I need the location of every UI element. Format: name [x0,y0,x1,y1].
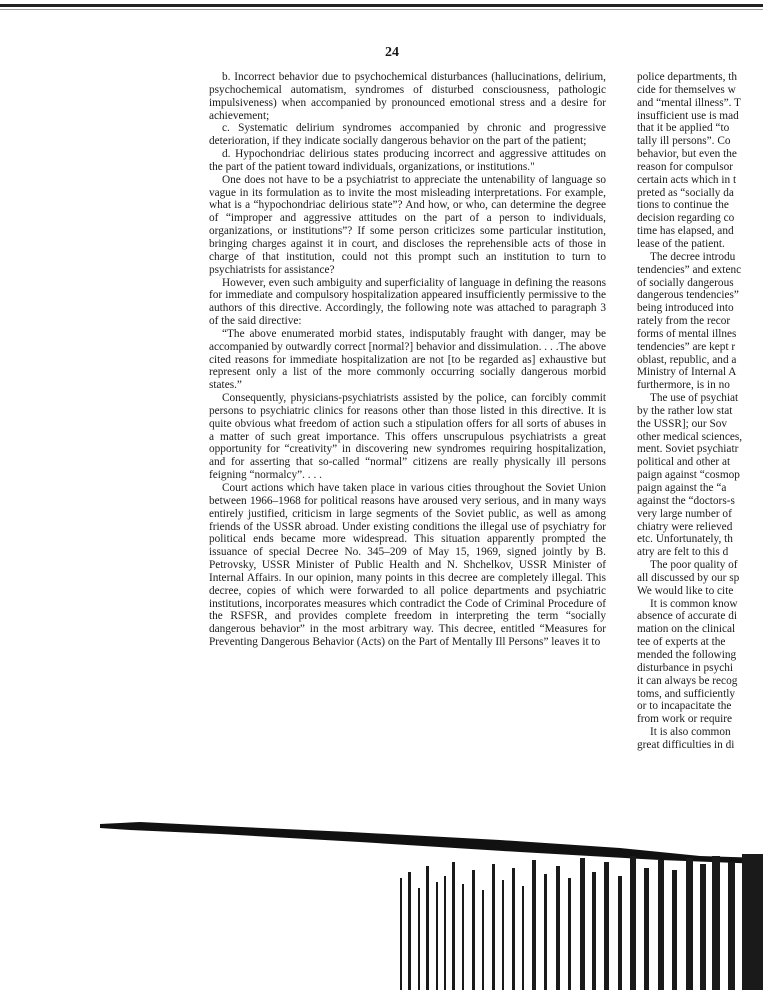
paragraph-d: d. Hypochondriac delirious states producing incorrect and aggressive attitudes on the part of the patient toward individuals, organizations, or institutions." [209,148,606,173]
right-column-line: forms of mental illnes [637,327,737,340]
right-column-line: The decree introdu [650,250,736,263]
right-column-line: oblast, republic, and a [637,353,737,366]
right-column-line: It is also common [650,726,731,739]
paragraph-consequently: Consequently, physicians-psychiatrists assisted by the police, can forcibly commit persons to psychiatric clinics for reasons other than those listed in this directive. It is quite obvious what freedom of action such a stipulation offers for all sorts of abuses in a matter of such great importance. This offers unscrupulous psychiatrists a great opportunity for “creativity” in discovering new syndromes requiring hospitalization, and for asserting that so-called “normal” citizens are really physically ill persons feigning “normalcy”. . . . [209,392,606,482]
right-column-line: very large number of [637,507,732,520]
right-column-line: toms, and sufficiently [637,687,735,700]
right-column-line: from work or require [637,713,733,726]
right-column-line: atry are felt to this d [637,546,729,559]
paragraph-b: b. Incorrect behavior due to psychochemical disturbances (hallucinations, delirium, psychochemical automatism, syndromes of disturbed consciousness, pathologic impulsiveness) when accompanied by pronounced emotional stress and a desire for achievement; [209,71,606,122]
right-column-line: dangerous tendencies” [637,289,739,302]
right-column-line: against the “doctors-s [637,494,735,507]
right-column-line: the USSR]; our Sov [637,417,728,430]
right-text-column-cropped [637,71,763,761]
paragraph-ambiguity: However, even such ambiguity and superficiality of language in defining the reasons for immediate and compulsory hospitalization appeared insufficiently permissive to the authors of this directive. Accordingly, the following note was attached to paragraph 3 of the said directive: [209,276,606,328]
right-column-line: great difficulties in di [637,738,735,751]
right-column-line: absence of accurate di [637,610,738,623]
right-column-line: The poor quality of [650,559,738,572]
paragraph-court-actions: Court actions which have taken place in various cities throughout the Soviet Union between 1966–1968 for political reasons have aroused very serious, and in many ways entirely justified, criticism in large segments of the Soviet public, as well as among friends of the USSR abroad. Under existing conditions the illegal use of psychiatry for political ends became more widespread. This situation apparently prompted the issuance of special Decree No. 345–209 of May 15, 1969, signed jointly by B. Petrovsky, USSR Minister of Public Health and N. Shchelkov, USSR Minister of Internal Affairs. In our opinion, many points in this decree are completely illegal. This decree, copies of which were forwarded to all police departments and psychiatric institutions, incorporates measures which contradict the Code of Criminal Procedure of the RSFSR, and provides complete freedom in interpreting the term “socially dangerous behavior” in the most arbitrary way. This decree, entitled “Measures for Preventing Dangerous Behavior (Acts) on the Part of Mentally Ill Persons” leaves it to [209,482,606,649]
right-column-line: other medical sciences, [637,430,743,443]
right-column-line: cide for themselves w [637,83,736,96]
right-column-line: time has elapsed, and [637,225,734,238]
right-column-line: The use of psychiat [650,392,739,405]
right-column-line: political and other at [637,456,731,469]
right-column-line: of socially dangerous [637,276,734,289]
paragraph-quoted-note: “The above enumerated morbid states, indisputably fraught with danger, may be accompanied by outwardly correct [normal?] behavior and dissimulation. . . .The above cited reasons for immediate hospitalization are not [to be regarded as] exhaustive but represent only a list of the more commonly occurring socially dangerous morbid states.” [209,327,606,392]
top-border-rule [0,4,763,7]
right-column-line: tions to continue the [637,199,729,212]
right-column-line: tally ill persons”. Co [637,135,731,148]
right-column-line: insufficient use is mad [637,109,739,122]
right-column-line: or to incapacitate the [637,700,732,713]
right-column-line: reason for compulsor [637,160,733,173]
right-column-line: paign against the “a [637,482,727,494]
right-column-line: behavior, but even the [637,148,737,161]
right-column-line: tee of experts at the [637,636,726,649]
right-column-line: ment. Soviet psychiatr [637,443,739,456]
right-column-line: all discussed by our sp [637,571,740,584]
right-column-line: We would like to cite [637,584,734,597]
right-column-line: etc. Unfortunately, th [637,533,733,546]
right-column-line: by the rather low stat [637,404,733,417]
right-column-line: furthermore, is in no [637,379,730,392]
right-column-line: and “mental illness”. T [637,96,741,109]
right-column-line: paign against “cosmop [637,469,740,482]
top-border-rule-thin [0,9,763,10]
right-column-line: preted as “socially da [637,186,734,199]
left-text-column [209,71,606,761]
right-column-line: certain acts which in t [637,173,737,186]
right-column-line: mation on the clinical [637,623,736,636]
right-column-line: tendencies” are kept r [637,340,736,353]
right-column-line: rately from the recor [637,315,731,328]
right-column-line: chiatry were relieved [637,520,733,533]
right-column-line: tendencies” and extenc [637,263,742,276]
right-column-line: lease of the patient. [637,237,725,250]
right-column-line: disturbance in psychi [637,661,734,674]
right-column-line: Ministry of Internal A [637,366,737,379]
right-column-line: mended the following [637,648,737,661]
page-number: 24 [385,45,399,60]
right-column-line: that it be applied “to [637,122,730,135]
paragraph-untenability: One does not have to be a psychiatrist to appreciate the untenability of language so vague in its formulation as to invite the most misleading interpretations. For example, what is a “hypochondriac delirious state”? And how, or who, can determine the degree of “improper and aggressive attitudes on the part of a person to individuals, organizations, or institutions”? If some person criticizes some particular institution, bringing charges against it in court, and discloses the reprehensible acts of those in charge of that institution, could not this prompt such an institution to turn to psychiatrists for assistance? [209,173,606,276]
paragraph-c: c. Systematic delirium syndromes accompanied by chronic and progressive deterioration, if they indicate socially dangerous behavior on the part of the patient; [209,122,606,148]
right-column-line: decision regarding co [637,212,735,225]
right-column-line: It is common know [650,597,738,610]
right-column-line: being introduced into [637,302,734,315]
right-column-line: police departments, th [637,71,738,83]
right-column-line: it can always be recog [637,674,738,687]
scan-artifact [100,818,763,990]
